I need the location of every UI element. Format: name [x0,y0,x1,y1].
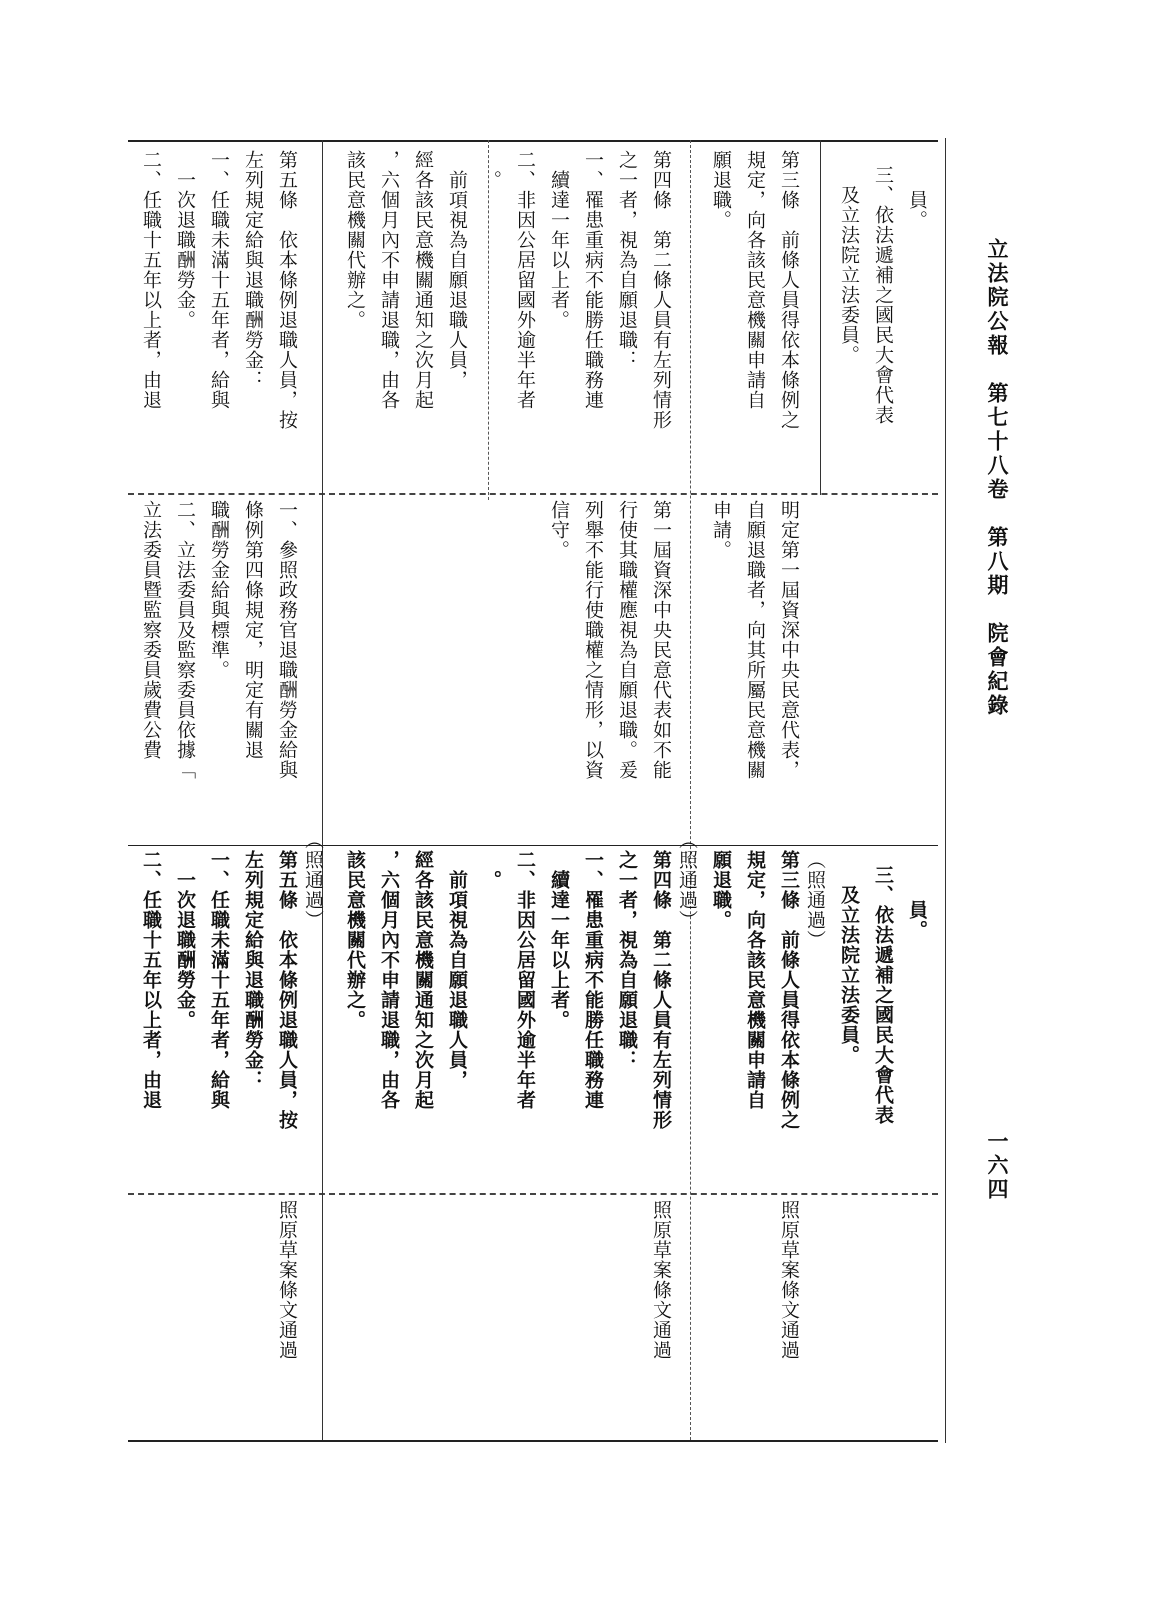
upper-col-13: 前項視為自願退職人員， [446,150,468,390]
upper-col-15: ，六個月內不申請退職，由各 [378,150,400,410]
upper-col-11: 二、非因公居留國外逾半年者 [514,150,536,410]
lower-col-11: 一、罹患重病不能勝任職務連 [582,850,604,1110]
upper-col-19: 一、任職未滿十五年者，給與 [208,150,230,410]
lower-note-art4: 照原草案條文通過 [650,1200,672,1360]
lower-col-9: 第四條 第二條人員有左列情形 [650,850,672,1130]
top-rule [128,140,938,142]
upper-col-8: 之一者，視為自願退職： [616,150,638,370]
lower-col-15: 前項視為自願退職人員， [446,850,468,1090]
lower-col-4: （照通過） [804,850,826,950]
upper-note-6: 列舉不能行使職權之情形，以資 [582,500,604,780]
lower-col-20: 第五條 依本條例退職人員，按 [276,850,298,1130]
upper-note-7: 信守。 [548,500,570,560]
upper-note-4: 第一屆資深中央民意代表如不能 [650,500,672,780]
upper-col-16: 該民意機關代辦之。 [344,150,366,330]
lower-col-13: 二、非因公居留國外逾半年者 [514,850,536,1110]
upper-note-2: 自願退職者，向其所屬民意機關 [744,500,766,780]
lower-col-2: 三、依法遞補之國民大會代表 [872,865,894,1125]
upper-note-9: 條例第四條規定，明定有關退 [242,500,264,760]
page-header-title: 立法院公報 第七十八卷 第八期 院會紀錄 [985,238,1010,718]
lower-col-24: 二、任職十五年以上者，由退 [140,850,162,1110]
upper-col-6: 願退職。 [710,150,732,230]
lower-col-22: 一、任職未滿十五年者，給與 [208,850,230,1110]
lower-col-6: 規定，向各該民意機關申請自 [744,850,766,1110]
upper-col-17: 第五條 依本條例退職人員，按 [276,150,298,430]
lower-col-8: （照通過） [676,830,698,930]
lower-col-19: （照通過） [302,830,324,930]
page-number: 一六四 [985,1130,1010,1202]
lower-col-7: 願退職。 [710,850,732,930]
upper-note-1: 明定第一屆資深中央民意代表， [778,500,800,780]
lower-col-5: 第三條 前條人員得依本條例之 [778,850,800,1130]
lower-col-16: 經各該民意機關通知之次月起 [412,850,434,1110]
header-divider [945,138,946,1443]
bottom-rule [128,1440,938,1442]
lower-middle-rule [128,1193,938,1195]
upper-col-5: 規定，向各該民意機關申請自 [744,150,766,410]
upper-col-14: 經各該民意機關通知之次月起 [412,150,434,410]
upper-col-4: 第三條 前條人員得依本條例之 [778,150,800,430]
lower-note-art3: 照原草案條文通過 [778,1200,800,1360]
upper-note-10: 職酬勞金給與標準。 [208,500,230,680]
upper-col-1: 員。 [906,190,928,230]
lower-col-10: 之一者，視為自願退職： [616,850,638,1070]
lower-col-17: ，六個月內不申請退職，由各 [378,850,400,1110]
lower-col-21: 左列規定給與退職酬勞金： [242,850,264,1090]
lower-col-18: 該民意機關代辦之。 [344,850,366,1030]
upper-note-8: 一、參照政務官退職酬勞金給與 [276,500,298,780]
middle-rule [128,493,938,495]
lower-note-art5: 照原草案條文通過 [276,1200,298,1360]
lower-col-23: 一次退職酬勞金。 [174,850,196,1030]
upper-col-9: 一、罹患重病不能勝任職務連 [582,150,604,410]
upper-note-12: 立法委員暨監察委員歲費公費 [140,500,162,760]
upper-col-12: 。 [480,150,502,190]
upper-col-18: 左列規定給與退職酬勞金： [242,150,264,390]
upper-note-5: 行使其職權應視為自願退職。爰 [616,500,638,780]
upper-col-3: 及立法院立法委員。 [838,165,860,365]
upper-note-11: 二、立法委員及監察委員依據「 [174,500,196,780]
lower-col-1: 員。 [906,900,928,940]
lower-col-3: 及立法院立法委員。 [838,865,860,1065]
lower-col-12: 續達一年以上者。 [548,850,570,1030]
middle-rule-2 [128,845,938,846]
upper-note-3: 申請。 [710,500,732,560]
upper-col-10: 續達一年以上者。 [548,150,570,330]
upper-col-7: 第四條 第二條人員有左列情形 [650,150,672,430]
upper-col-2: 三、依法遞補之國民大會代表 [872,165,894,425]
upper-col-20: 一次退職酬勞金。 [174,150,196,330]
lower-col-14: 。 [480,850,502,890]
upper-col-21: 二、任職十五年以上者，由退 [140,150,162,410]
